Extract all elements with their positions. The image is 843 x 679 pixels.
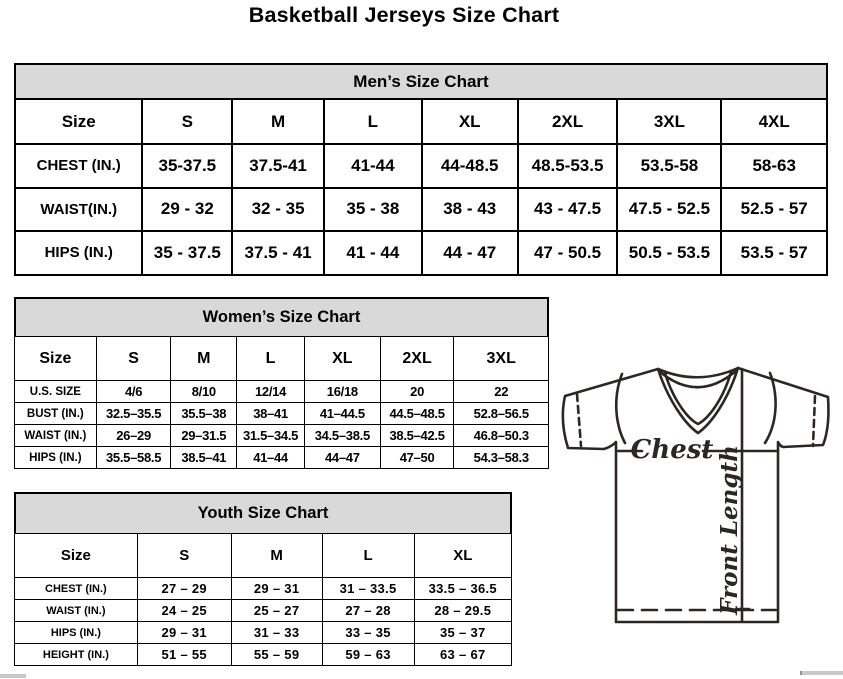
youth-size-chart [14, 492, 512, 666]
size-cell: 44 - 47 [422, 231, 518, 275]
column-header: M [231, 534, 322, 578]
size-cell: 24 – 25 [137, 600, 231, 622]
size-cell: 38–41 [237, 403, 305, 425]
column-header: Size [15, 99, 142, 144]
size-cell: 46.8–50.3 [454, 425, 549, 447]
size-cell: 59 – 63 [322, 644, 414, 666]
size-cell: 35 - 38 [324, 188, 422, 232]
size-cell: 29 – 31 [231, 578, 322, 600]
column-header: XL [414, 534, 511, 578]
size-cell: 25 – 27 [231, 600, 322, 622]
scrollbar-fragment-left[interactable] [0, 674, 26, 678]
size-cell: 38.5–42.5 [380, 425, 454, 447]
size-cell: 32 - 35 [232, 188, 324, 232]
size-cell: 28 – 29.5 [414, 600, 511, 622]
size-cell: 35.5–38 [171, 403, 237, 425]
size-cell: 33 – 35 [322, 622, 414, 644]
table-row [15, 644, 512, 666]
column-header: M [171, 337, 237, 381]
jersey-measurement-diagram [552, 352, 842, 630]
row-label: WAIST (IN.) [15, 425, 97, 447]
jersey-outline [563, 368, 829, 622]
size-cell: 31 – 33 [231, 622, 322, 644]
size-cell: 38.5–41 [171, 447, 237, 469]
size-cell: 58-63 [721, 144, 827, 188]
row-label: HIPS (IN.) [15, 231, 142, 275]
mens-size-chart [14, 63, 828, 276]
column-header: M [232, 99, 324, 144]
mens-header-row [15, 99, 827, 144]
table-row [15, 425, 549, 447]
table-row [15, 447, 549, 469]
size-cell: 29–31.5 [171, 425, 237, 447]
table-row [15, 600, 512, 622]
size-cell: 53.5 - 57 [721, 231, 827, 275]
table-row [15, 144, 827, 188]
column-header: S [96, 337, 171, 381]
size-cell: 35 - 37.5 [142, 231, 232, 275]
size-cell: 47 - 50.5 [518, 231, 618, 275]
table-row [15, 231, 827, 275]
size-cell: 29 – 31 [137, 622, 231, 644]
size-cell: 8/10 [171, 381, 237, 403]
row-label: HIPS (IN.) [15, 447, 97, 469]
size-cell: 27 – 29 [137, 578, 231, 600]
row-label: HIPS (IN.) [15, 622, 138, 644]
column-header: L [237, 337, 305, 381]
size-cell: 44–47 [304, 447, 380, 469]
size-cell: 53.5-58 [617, 144, 721, 188]
size-cell: 41 - 44 [324, 231, 422, 275]
table-row [15, 403, 549, 425]
scrollbar-fragment-right[interactable] [800, 671, 843, 675]
youth-header-row [15, 534, 512, 578]
column-header: 2XL [380, 337, 454, 381]
size-cell: 12/14 [237, 381, 305, 403]
column-header: Size [15, 534, 138, 578]
size-cell: 31 – 33.5 [322, 578, 414, 600]
size-cell: 31.5–34.5 [237, 425, 305, 447]
size-cell: 41–44 [237, 447, 305, 469]
womens-table [14, 336, 549, 469]
size-cell: 47–50 [380, 447, 454, 469]
row-label: U.S. SIZE [15, 381, 97, 403]
size-cell: 35 – 37 [414, 622, 511, 644]
jersey-collar [658, 368, 738, 433]
column-header: L [322, 534, 414, 578]
size-cell: 4/6 [96, 381, 171, 403]
size-cell: 33.5 – 36.5 [414, 578, 511, 600]
size-cell: 48.5-53.5 [518, 144, 618, 188]
womens-size-chart [14, 297, 549, 469]
column-header: XL [304, 337, 380, 381]
mens-chart-title: Men’s Size Chart [14, 63, 828, 100]
table-row [15, 578, 512, 600]
size-cell: 44.5–48.5 [380, 403, 454, 425]
size-cell: 20 [380, 381, 454, 403]
table-row [15, 188, 827, 232]
size-cell: 55 – 59 [231, 644, 322, 666]
column-header: Size [15, 337, 97, 381]
womens-chart-title: Women’s Size Chart [14, 297, 549, 338]
youth-chart-title: Youth Size Chart [14, 492, 512, 535]
size-cell: 37.5-41 [232, 144, 324, 188]
size-cell: 38 - 43 [422, 188, 518, 232]
table-row [15, 622, 512, 644]
size-cell: 26–29 [96, 425, 171, 447]
chest-label: Chest [630, 435, 714, 465]
size-cell: 52.8–56.5 [454, 403, 549, 425]
row-label: CHEST (IN.) [15, 144, 142, 188]
front-length-label: Front Length [716, 445, 743, 615]
column-header: S [142, 99, 232, 144]
row-label: BUST (IN.) [15, 403, 97, 425]
size-cell: 35-37.5 [142, 144, 232, 188]
size-cell: 47.5 - 52.5 [617, 188, 721, 232]
size-cell: 63 – 67 [414, 644, 511, 666]
size-cell: 52.5 - 57 [721, 188, 827, 232]
size-cell: 41-44 [324, 144, 422, 188]
column-header: S [137, 534, 231, 578]
row-label: WAIST(IN.) [15, 188, 142, 232]
column-header: 4XL [721, 99, 827, 144]
column-header: L [324, 99, 422, 144]
column-header: 3XL [617, 99, 721, 144]
size-cell: 37.5 - 41 [232, 231, 324, 275]
size-cell: 34.5–38.5 [304, 425, 380, 447]
youth-table [14, 533, 512, 666]
size-cell: 44-48.5 [422, 144, 518, 188]
size-cell: 32.5–35.5 [96, 403, 171, 425]
table-row [15, 381, 549, 403]
column-header: XL [422, 99, 518, 144]
column-header: 2XL [518, 99, 618, 144]
size-cell: 29 - 32 [142, 188, 232, 232]
page-title: Basketball Jerseys Size Chart [248, 3, 560, 27]
size-cell: 16/18 [304, 381, 380, 403]
size-cell: 22 [454, 381, 549, 403]
size-cell: 27 – 28 [322, 600, 414, 622]
row-label: HEIGHT (IN.) [15, 644, 138, 666]
mens-table [14, 98, 828, 276]
size-cell: 41–44.5 [304, 403, 380, 425]
column-header: 3XL [454, 337, 549, 381]
size-cell: 35.5–58.5 [96, 447, 171, 469]
size-cell: 54.3–58.3 [454, 447, 549, 469]
size-cell: 43 - 47.5 [518, 188, 618, 232]
womens-header-row [15, 337, 549, 381]
row-label: CHEST (IN.) [15, 578, 138, 600]
size-cell: 51 – 55 [137, 644, 231, 666]
row-label: WAIST (IN.) [15, 600, 138, 622]
size-cell: 50.5 - 53.5 [617, 231, 721, 275]
